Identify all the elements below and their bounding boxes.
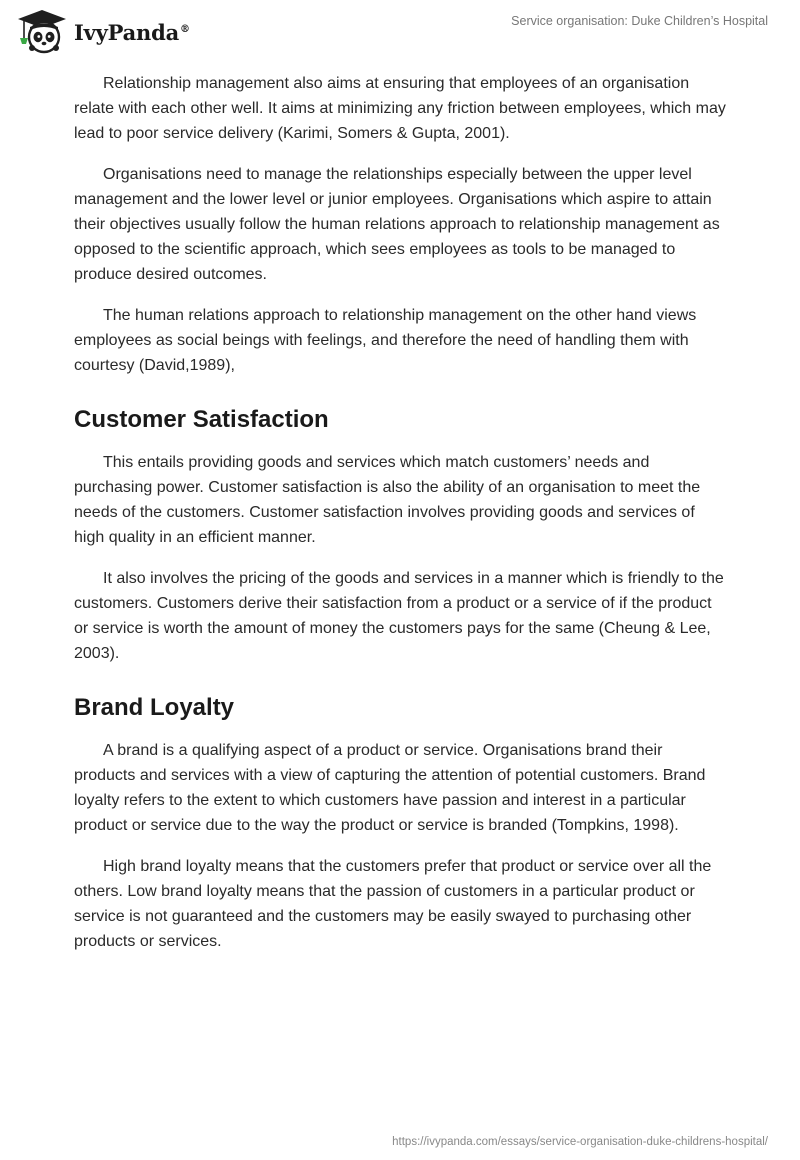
paragraph: High brand loyalty means that the customers prefer that product or service over all the others. Low brand loyalty means that the passion of customers in a particular product or service is not guaranteed and the customers may be easily swayed to purchasing other products or services. bbox=[74, 858, 712, 950]
paragraph: This entails providing goods and services which match customers’ needs and purchasing power. Customer satisfaction is also the ability of an organisation to meet the needs of the customers. Customer satisfaction involves providing goods and services of high quality in an efficient manner. bbox=[74, 454, 701, 546]
site-logo[interactable] bbox=[14, 8, 190, 56]
source-url[interactable]: https://ivypanda.com/essays/service-organisation-duke-childrens-hospital/ bbox=[392, 1136, 768, 1148]
document-title: Service organisation: Duke Children’s Hospital bbox=[511, 14, 768, 28]
essay-content bbox=[74, 71, 728, 970]
registered-mark: ® bbox=[180, 23, 190, 35]
paragraph: The human relations approach to relationship management on the other hand views employees as social beings with feelings, and therefore the need of handling them with courtesy (David,1989), bbox=[74, 307, 697, 374]
page-header bbox=[0, 0, 800, 64]
paragraph: Relationship management also aims at ensuring that employees of an organisation relate with each other well. It aims at minimizing any friction between employees, which may lead to poor service delivery (Karimi, Somers & Gupta, 2001). bbox=[74, 75, 726, 142]
section-heading-customer-satisfaction: Customer Satisfaction bbox=[74, 406, 329, 433]
paragraph: Organisations need to manage the relationships especially between the upper level management and the lower level or junior employees. Organisations which aspire to attain their objectives usually follow the human relations approach to relationship management as opposed to the scientific approach, which sees employees as tools to be managed to produce desired outcomes. bbox=[74, 166, 720, 283]
paragraph: It also involves the pricing of the goods and services in a manner which is friendly to the customers. Customers derive their satisfaction from a product or a service of if the product or service is worth the amount of money the customers pays for the same (Cheung & Lee, 2003). bbox=[74, 570, 724, 662]
paragraph: A brand is a qualifying aspect of a product or service. Organisations brand their products and services with a view of capturing the attention of potential customers. Brand loyalty refers to the extent to which customers have passion and interest in a particular product or service due to the way the product or service is branded (Tompkins, 1998). bbox=[74, 742, 706, 834]
logo-wordmark: IvyPanda® bbox=[74, 19, 190, 45]
panda-graduate-icon bbox=[14, 8, 70, 56]
section-heading-brand-loyalty: Brand Loyalty bbox=[74, 694, 235, 721]
